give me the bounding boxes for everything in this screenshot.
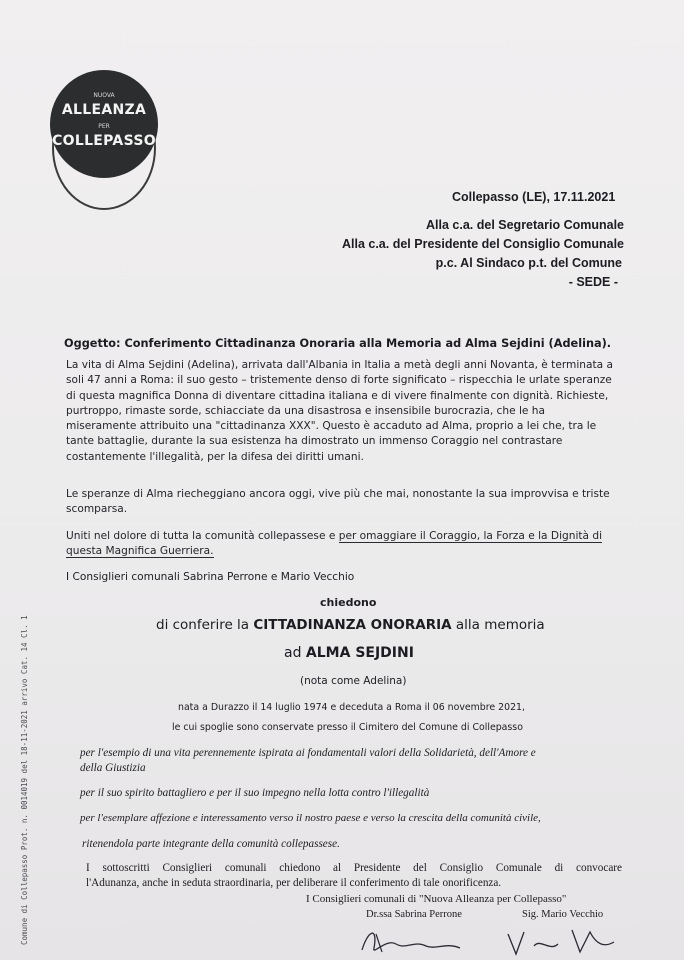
reason-2: per il suo spirito battagliero e per il suo impegno nella lotta contro l'illegalità [80, 787, 430, 799]
protocol-stamp: Comune di Collepasso Prot. n. 0014019 del 18-11-2021 arrivo Cat. 14 Cl. 1 [20, 615, 29, 945]
signature-vecchio [500, 922, 620, 960]
logo-line1: ALLEANZA [61, 102, 147, 118]
paragraph-1 [66, 358, 620, 465]
place-date: Collepasso (LE), 17.11.2021 [452, 190, 616, 204]
reason-1-cont: della Giustizia [80, 762, 146, 774]
closing-line-1: I sottoscritti Consiglieri comunali chiedono al Presidente del Consiglio Comunale di convocare [86, 862, 622, 874]
paragraph-3 [66, 529, 626, 560]
name-prefix: ad [284, 645, 306, 661]
para3-plain: Uniti nel dolore di tutta la comunità collepassese e [66, 530, 339, 542]
para1-line: tante battaglie, durante la sua esistenza ha dimostrato un immenso Coraggio nel contrastare [66, 435, 563, 448]
para1-line: La vita di Alma Sejdini (Adelina), arrivata dall'Albania in Italia a metà degli anni Novanta, è terminata a [66, 359, 614, 371]
paragraph-2 [66, 487, 622, 518]
para2-line: Le speranze di Alma riecheggiano ancora oggi, vive più che mai, nonostante la sua improvvisa e triste [66, 488, 610, 500]
signer-1: Dr.ssa Sabrina Perrone [366, 909, 462, 920]
closing-line-2: l'Adunanza, anche in seduta straordinaria, per deliberare il conferimento di tale onorificenza. [86, 877, 502, 889]
honoree-name [284, 645, 414, 661]
subject-line: Oggetto: Conferimento Cittadinanza Onoraria alla Memoria ad Alma Sejdini (Adelina). [64, 337, 612, 350]
confer-bold: CITTADINANZA ONORARIA [253, 617, 452, 633]
para1-line: purtroppo, rimaste sorde, schiacciate da una disastrosa e insensibile burocrazia, che le ha [66, 404, 546, 417]
signature-perrone [356, 920, 476, 960]
recipient-4: - SEDE - [568, 275, 618, 289]
logo-mid-small: PER [98, 123, 110, 130]
para1-line: miseramente attribuito una "cittadinanza XXX". Questo è accaduto ad Alma, proprio a lei che, tra le [66, 420, 597, 433]
nickname: (nota come Adelina) [300, 675, 407, 687]
logo-top-small: NUOVA [93, 92, 115, 99]
signature-header: I Consiglieri comunali di "Nuova Alleanza per Collepasso" [306, 893, 567, 905]
chiedono-label: chiedono [320, 596, 377, 609]
recipient-1: Alla c.a. del Segretario Comunale [426, 218, 624, 232]
burial-line: le cui spoglie sono conservate presso il Cimitero del Comune di Collepasso [172, 722, 523, 733]
para1-line: costantemente l'illegalità, per la difesa dei diritti umani. [66, 450, 364, 463]
recipient-2: Alla c.a. del Presidente del Consiglio Comunale [341, 237, 624, 251]
para1-line: di questa magnifica Donna di diventare cittadina italiana e di vivere finalmente con dignità. Richieste, [66, 389, 609, 402]
signer-2: Sig. Mario Vecchio [522, 909, 604, 920]
para3-underlined-2: questa Magnifica Guerriera. [66, 545, 214, 558]
logo-line2: COLLEPASSO [52, 133, 156, 149]
party-logo [50, 70, 158, 178]
birth-death-line: nata a Durazzo il 14 luglio 1974 e deceduta a Roma il 06 novembre 2021, [178, 702, 525, 713]
reason-3: per l'esemplare affezione e interessamento verso il nostro paese e verso la crescita della comunità civile, [80, 812, 541, 824]
reason-1: per l'esempio di una vita perennemente ispirata ai fondamentali valori della Solidarietà, dell'Amore e [80, 747, 536, 759]
para3-underlined: per omaggiare il Coraggio, la Forza e la Dignità di [338, 530, 603, 542]
confer-prefix: di conferire la [156, 617, 254, 633]
reason-4: ritenendola parte integrante della comunità collepassese. [82, 838, 340, 850]
name-bold: ALMA SEJDINI [305, 645, 414, 661]
para1-line: soli 47 anni a Roma: il suo gesto – tristemente denso di forte significato – rispecchia le urlate speranze [66, 374, 612, 387]
para2-line: scomparsa. [66, 503, 128, 516]
confer-line [156, 617, 545, 633]
confer-suffix: alla memoria [451, 617, 545, 633]
recipient-3: p.c. Al Sindaco p.t. del Comune [435, 256, 622, 270]
signers-line: I Consiglieri comunali Sabrina Perrone e Mario Vecchio [66, 571, 355, 583]
